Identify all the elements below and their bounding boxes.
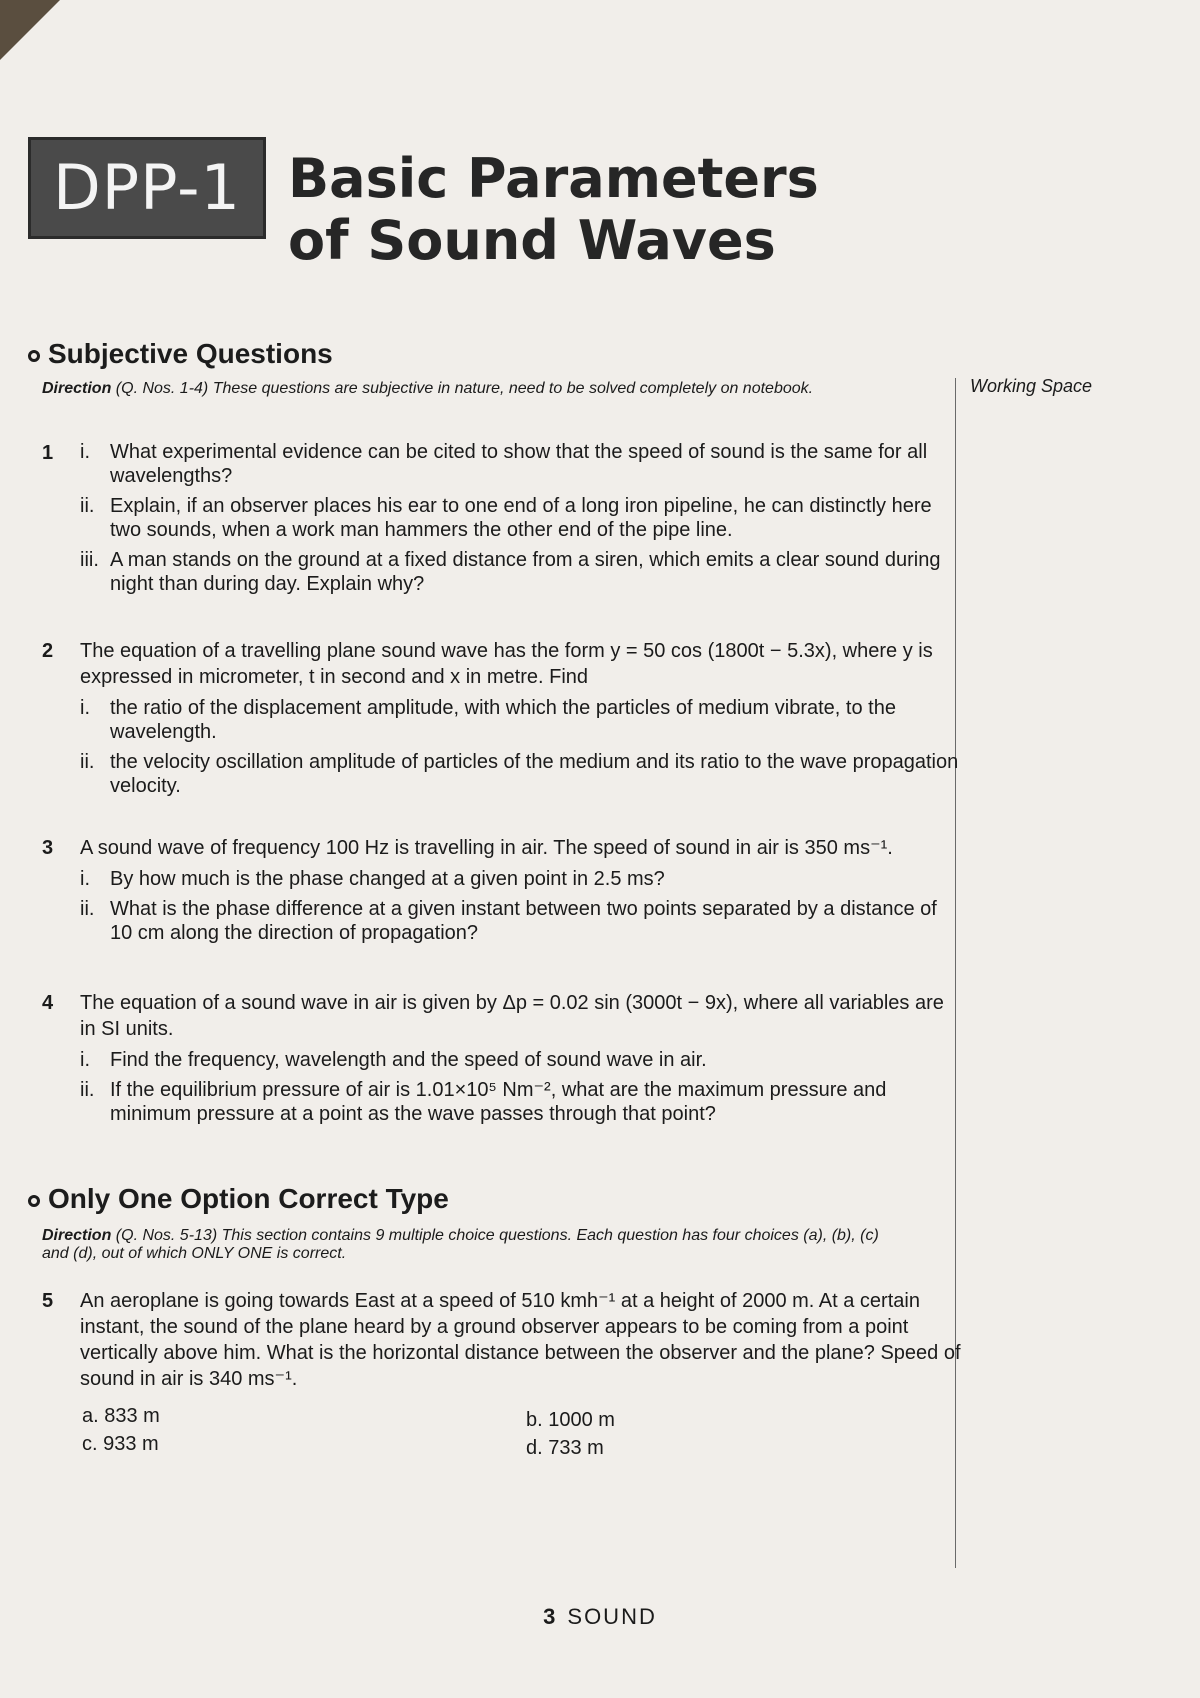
question-part: i. What experimental evidence can be cited to show that the speed of sound is the same for all wavelengths?: [80, 441, 928, 487]
option-d: d. 733 m: [526, 1437, 604, 1459]
bullet-icon: [28, 350, 40, 362]
chapter-label: SOUND: [567, 1604, 657, 1629]
question-number: 4: [42, 992, 54, 1014]
dpp-badge: DPP-1: [28, 137, 266, 239]
question-text: The equation of a travelling plane sound wave has the form y = 50 cos (1800t − 5.3x), where y is expressed in micrometer, t in second and x in metre. Find: [80, 640, 933, 688]
question-part: ii. What is the phase difference at a given instant between two points separated by a distance of 10 cm along the direction of propagation?: [80, 898, 937, 944]
direction-subjective: Direction (Q. Nos. 1-4) These questions are subjective in nature, need to be solved completely on notebook.: [42, 380, 814, 397]
page-corner: [0, 0, 60, 60]
direction-single-correct: Direction (Q. Nos. 5-13) This section contains 9 multiple choice questions. Each question has four choices (a), (b), (c) and (d), out of which ONLY ONE is correct.: [42, 1227, 879, 1262]
question-3: [42, 835, 962, 945]
page-footer: [0, 1604, 1200, 1630]
question-part: i. the ratio of the displacement amplitude, with which the particles of medium vibrate, to the wavelength.: [80, 697, 896, 743]
question-text: A sound wave of frequency 100 Hz is travelling in air. The speed of sound in air is 350 ms⁻¹.: [80, 837, 893, 859]
working-space-label: Working Space: [970, 376, 1093, 396]
question-part: i. By how much is the phase changed at a given point in 2.5 ms?: [80, 868, 665, 890]
section-heading-subjective: Subjective Questions: [28, 338, 333, 370]
question-text: An aeroplane is going towards East at a speed of 510 kmh⁻¹ at a height of 2000 m. At a certain instant, the sound of the plane heard by a ground observer appears to be coming from a point vertically above him. What is the horizontal distance between the observer and the plane? Speed of sound in air is 340 ms⁻¹.: [80, 1290, 961, 1390]
option-c: c. 933 m: [82, 1433, 159, 1455]
page-title: Basic Parameters of Sound Waves: [288, 147, 819, 272]
bullet-icon: [28, 1195, 40, 1207]
question-number: 5: [42, 1290, 54, 1312]
question-5: [42, 1288, 962, 1392]
option-b: b. 1000 m: [526, 1409, 615, 1431]
question-number: 3: [42, 837, 54, 859]
question-part: iii. A man stands on the ground at a fixed distance from a siren, which emits a clear sound during night than during day. Explain why?: [80, 549, 941, 595]
option-a: a. 833 m: [82, 1405, 160, 1427]
question-text: The equation of a sound wave in air is given by Δp = 0.02 sin (3000t − 9x), where all variables are in SI units.: [80, 992, 944, 1040]
question-part: ii. If the equilibrium pressure of air is 1.01×10⁵ Nm⁻², what are the maximum pressure and minimum pressure at a point as the wave passes through that point?: [80, 1079, 887, 1125]
question-number: 2: [42, 640, 54, 662]
question-number: 1: [42, 442, 54, 464]
question-2: [42, 638, 962, 798]
question-1: [42, 440, 962, 596]
question-part: i. Find the frequency, wavelength and the speed of sound wave in air.: [80, 1049, 707, 1071]
question-part: ii. the velocity oscillation amplitude of particles of the medium and its ratio to the wave propagation velocity.: [80, 751, 959, 797]
section-heading-single-correct: Only One Option Correct Type: [28, 1183, 449, 1215]
page-number: 3: [543, 1604, 558, 1629]
question-4: [42, 990, 962, 1126]
question-part: ii. Explain, if an observer places his ear to one end of a long iron pipeline, he can distinctly here two sounds, when a work man hammers the other end of the pipe line.: [80, 495, 932, 541]
